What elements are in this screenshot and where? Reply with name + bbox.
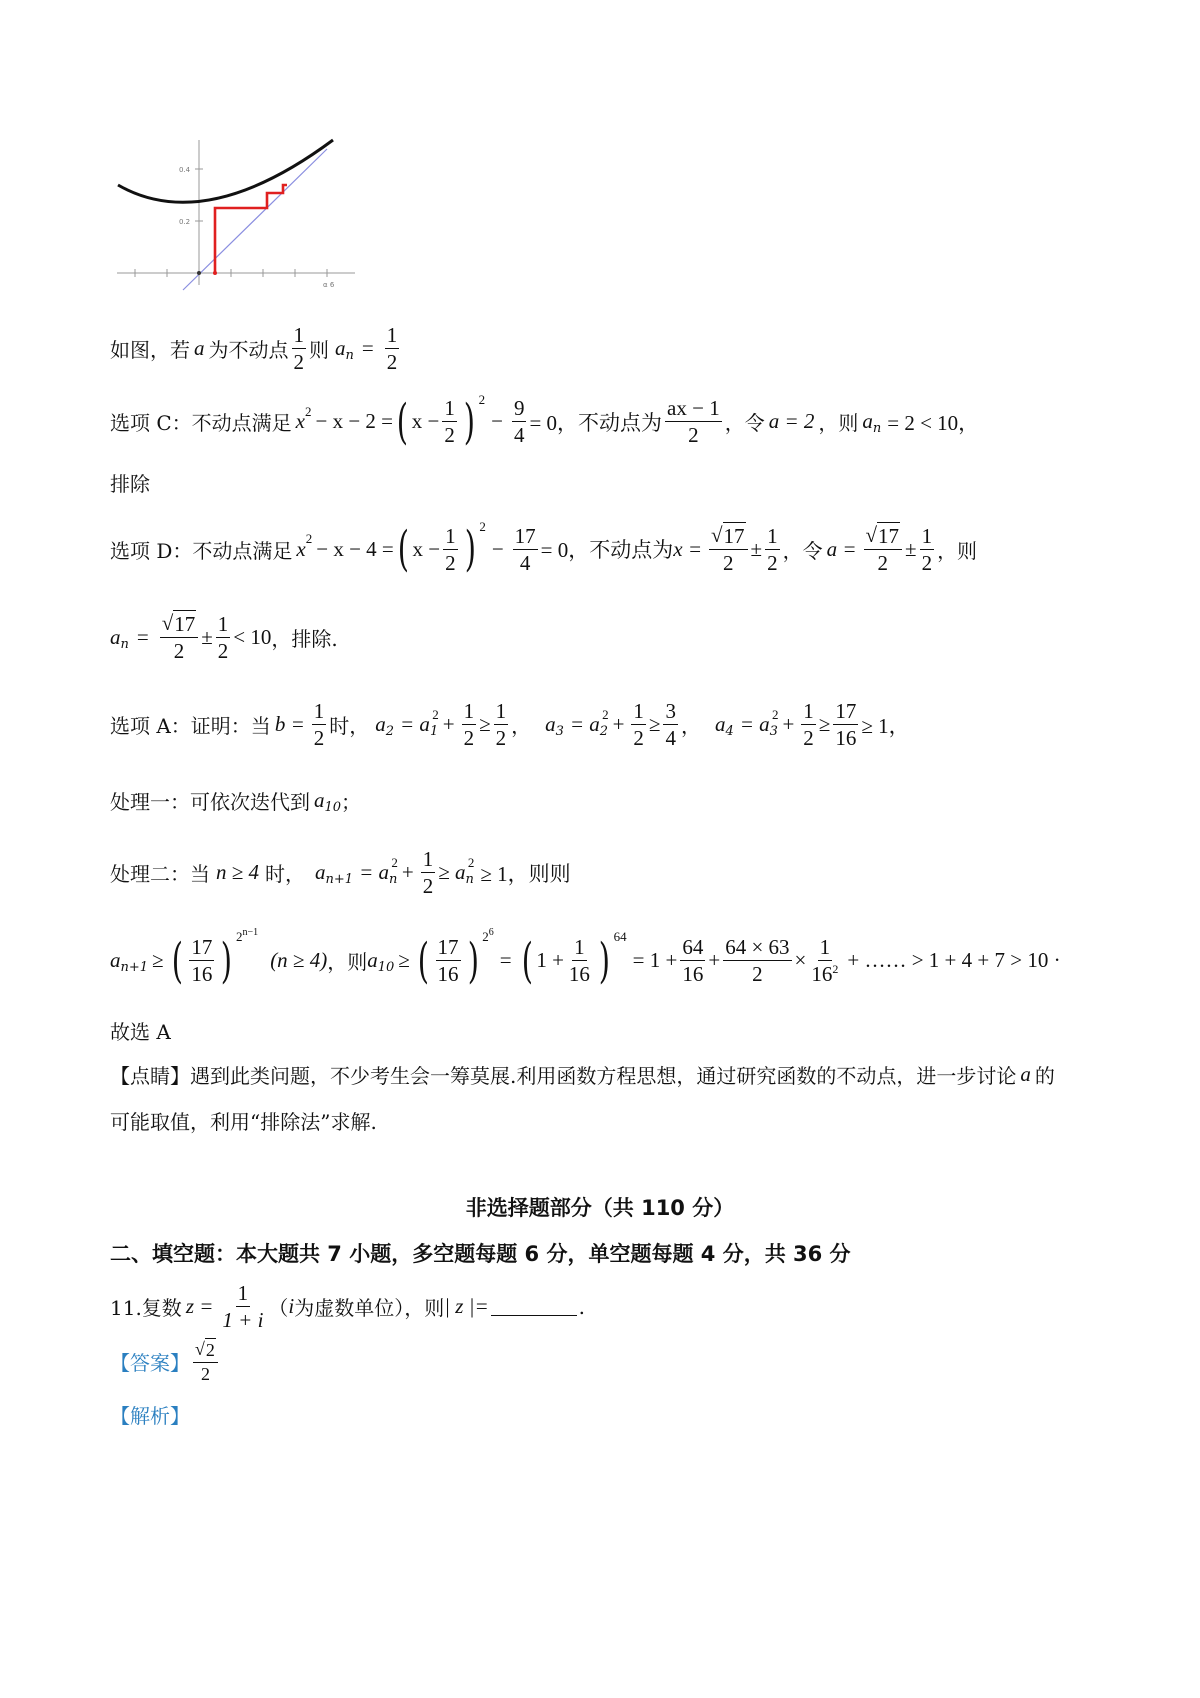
fraction: $\frac{1}{1 + i}$ [222, 1281, 264, 1333]
question-11: 11.复数 z = $\frac{1}{1 + i}$ （ i 为虚数单位），则 | z |= . [110, 1281, 586, 1333]
fraction: $\frac{1}{2}$ [445, 523, 456, 575]
fraction: $\frac{1}{2}$ [217, 611, 229, 663]
text: 如图，若 [110, 338, 190, 363]
paragraph-method-two: 处理二：当 n ≥ 4 时， a n+1 = a n 2 + $\frac{1}{2}$ ≥ a n 2 ≥ 1，则则 [110, 847, 571, 899]
fraction: $\frac{3}{4}$ [665, 699, 676, 751]
paragraph-remark-cont: 可能取值，利用“排除法”求解. [110, 1110, 377, 1134]
paragraph-option-a: 选项 A：证明：当 b = $\frac{1}{2}$ 时， a 2 = a 1 2 + $\frac{1}{2}$ ≥ $\frac{1}{2}$ ， a 3 = a 2 2 + $\frac{1}{2}$ ≥ $\frac{3}{4}$ ， a 4 = a 3 2 + $\frac{1}{2}$ ≥ $\frac{17}{16}$ ≥ 1， [110, 699, 910, 751]
fraction: $\frac{1}{2}$ [463, 699, 475, 751]
y-tick-label: 0.4 [179, 166, 191, 174]
sqrt-fraction: √ 17 2 [160, 610, 199, 665]
x-axis-label: α 6 [323, 281, 335, 289]
paragraph-option-d: 选项 D：不动点满足 x 2 − x − 4 = ( x − $\frac{1}{2}$ ) 2 − $\frac{17}{4}$ = 0，不动点为 x = √ 17 2 ± $\frac{1}{2}$ ，令 a = √ 17 2 ± $\frac{1}{2}$ ，则 [110, 519, 978, 578]
var-a: a [335, 336, 346, 361]
answer-label: 【答案】 [110, 1351, 190, 1375]
paragraph-method-one: 处理一：可依次迭代到 a 10 ； [110, 788, 362, 815]
paragraph-fixed-point: 如图，若 a 为不动点 $\frac{1}{2}$ 则 a n = $\frac{1}{2}$ [110, 323, 398, 375]
fraction: $\frac{1}{2}$ [767, 523, 778, 575]
fraction: $\frac{1}{2}$ [313, 699, 325, 751]
paragraph-option-d-result: a n = √ 17 2 ± $\frac{1}{2}$ < 10 ，排除. [110, 611, 338, 664]
start-point [213, 271, 217, 275]
sqrt-fraction: √ 17 2 [709, 522, 748, 577]
paragraph-option-c: 选项 C：不动点满足 x 2 − x − 2 = ( x − $\frac{1}{2}$ ) 2 − $\frac{9}{4}$ = 0，不动点为 $\frac{ax - 1}{2}$ ，令 a = 2 ，则 a n = 2 < 10， [110, 391, 980, 450]
fraction: $\frac{1}{2}$ [633, 699, 644, 751]
text: 为不动点 [208, 338, 289, 363]
fraction: $\frac{17}{4}$ [514, 523, 536, 575]
fraction: $\frac{17}{16}$ [437, 935, 459, 987]
var-a: a [194, 336, 205, 361]
paragraph-remark: 【点睛】遇到此类问题，不少考生会一筹莫展.利用函数方程思想，通过研究函数的不动点，进一步讨论 a 的 [110, 1062, 1055, 1088]
section-title: 非选择题部分（共 110 分） [465, 1196, 735, 1220]
fraction: $\frac{1}{2}$ [921, 523, 933, 575]
answer-value: √ 2 2 [193, 1338, 218, 1385]
analysis-label: 【解析】 [110, 1404, 190, 1428]
paragraph-exclude: 排除 [110, 472, 150, 496]
fraction: $\frac{64}{16}$ [682, 935, 704, 987]
y-tick-label: 0.2 [179, 218, 191, 226]
fraction: $\frac{1}{2}$ [495, 699, 507, 751]
fraction: $\frac{17}{16}$ [835, 699, 857, 751]
fraction: $\frac{1}{2}$ [444, 396, 455, 448]
fraction: $\frac{1}{16}$ [568, 935, 590, 987]
text: 则 [309, 338, 329, 363]
fraction: $\frac{1}{2}$ [803, 699, 814, 751]
origin-point [197, 271, 201, 275]
identity-line [183, 149, 327, 290]
fraction: $\frac{64 \times 63}{2}$ [725, 935, 790, 987]
sqrt-fraction: √ 17 2 [864, 522, 903, 577]
text: 选项 C：不动点满足 [110, 411, 292, 436]
paragraph-choose-a: 故选 A [110, 1020, 171, 1044]
answer-row [110, 1338, 221, 1385]
fraction: $\frac{17}{16}$ [191, 935, 213, 987]
fraction: $\frac{1}{2}$ [386, 323, 398, 375]
answer-blank [491, 1297, 577, 1316]
fixed-point-graph [115, 135, 365, 295]
fraction: $\frac{9}{4}$ [513, 396, 525, 448]
fraction: $\frac{1}{2}$ [422, 847, 434, 899]
fraction: $\frac{1}{2}$ [293, 323, 304, 375]
paragraph-inequality-chain: a n+1 ≥ ( $\frac{17}{16}$ ) $2^{n-1}$ (n ≥ 4) ，则 a 10 ≥ ( $\frac{17}{16}$ ) $2^6$ = ( 1 + $\frac{1}{16}$ ) 64 = 1 + $\frac{64}{16}$ + $\frac{64 \times 63}{2}$ × $\frac{1}{16^2}$ + …… > 1 + 4 + 7 > 10 · [110, 926, 1061, 989]
section-heading-fill-blank: 二、填空题：本大题共 7 小题，多空题每题 6 分，单空题每题 4 分，共 36 分 [110, 1242, 851, 1266]
fraction: $\frac{1}{16^2}$ [811, 935, 839, 987]
fraction: $\frac{ax - 1}{2}$ [667, 396, 720, 448]
parabola-curve [118, 140, 333, 202]
